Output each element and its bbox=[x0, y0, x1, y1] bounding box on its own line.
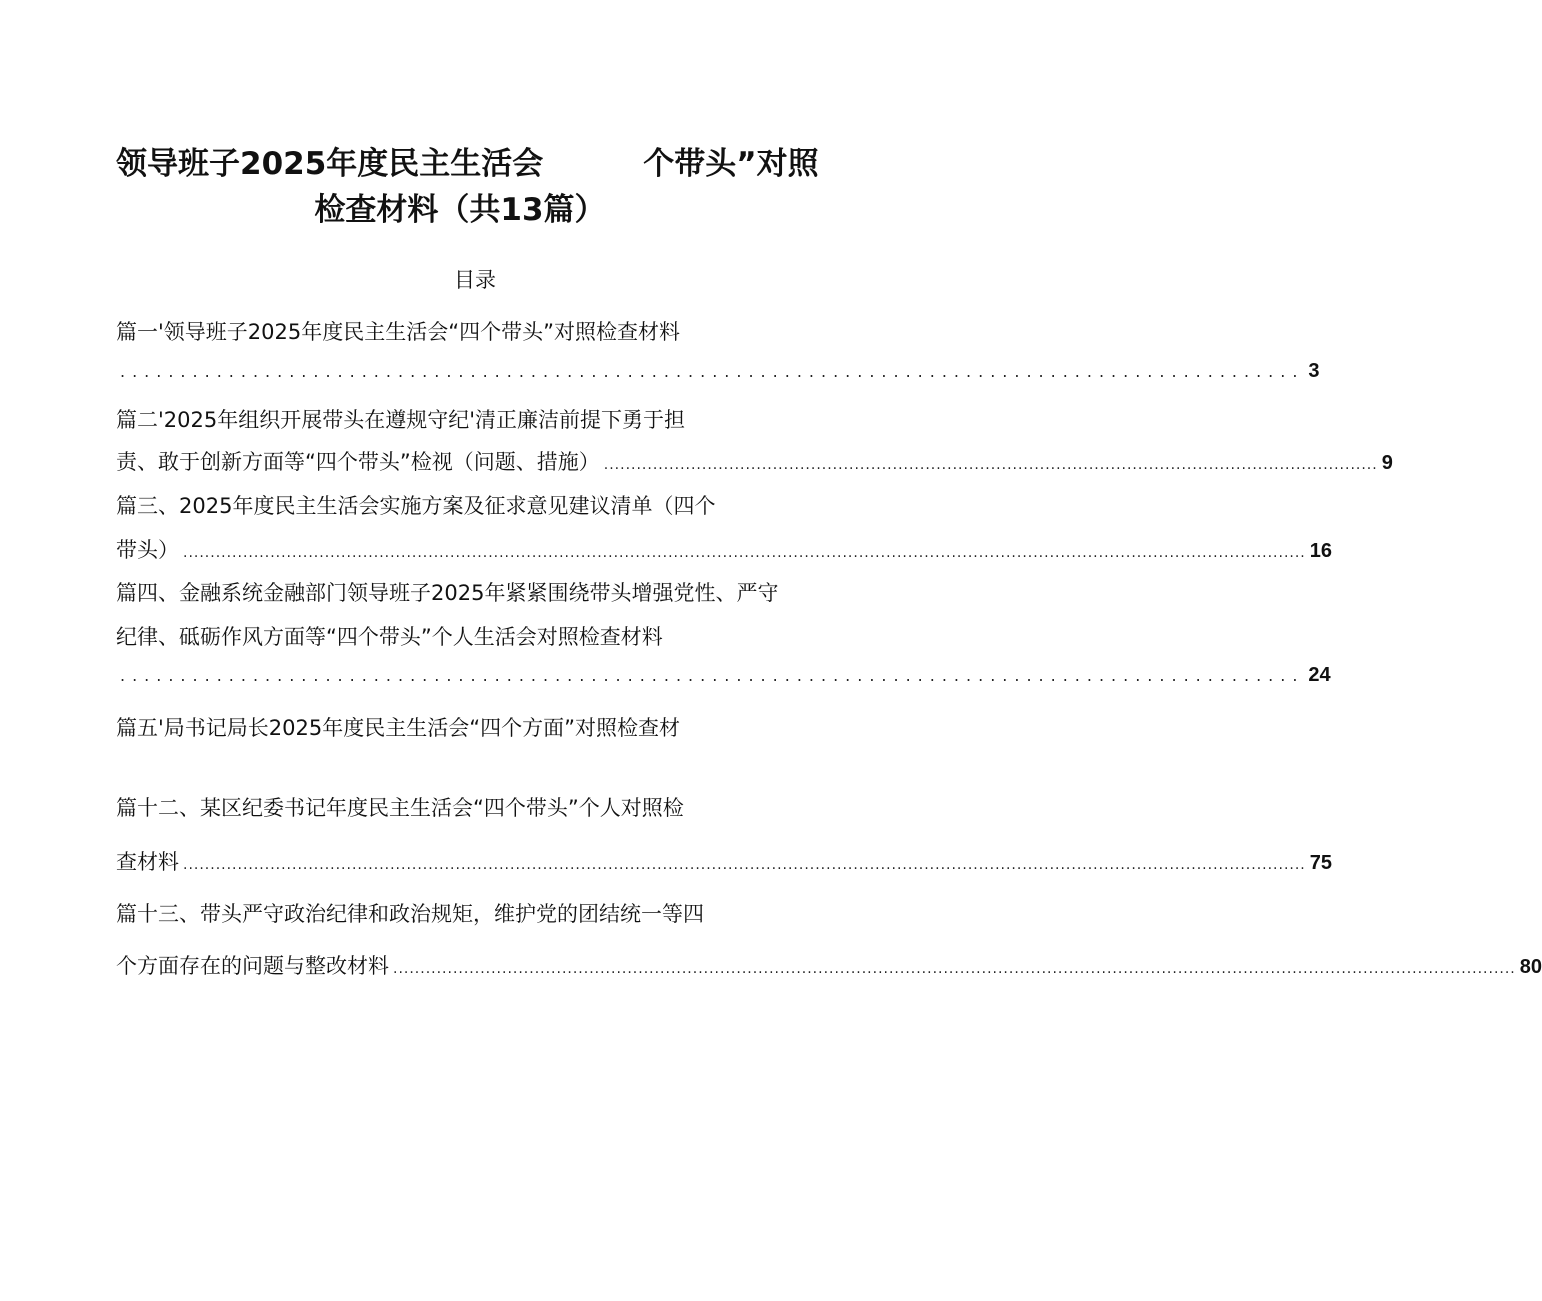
toc-entry-2-leader[interactable] bbox=[116, 446, 1393, 476]
toc-entry-12-page: 75 bbox=[1309, 852, 1332, 874]
toc-entry-4-leader[interactable] bbox=[116, 664, 1331, 687]
toc-entry-4-line-1[interactable]: 篇四、金融系统金融部门领导班子2025年紧紧围绕带头增强党性、严守 bbox=[116, 581, 779, 605]
toc-entry-13-line-1[interactable]: 篇十三、带头严守政治纪律和政治规矩，维护党的团结统一等四 bbox=[116, 902, 704, 926]
toc-entry-1-page: 3 bbox=[1308, 360, 1320, 382]
toc-entry-13-dots: .............................................................................................................................................................................................................. bbox=[393, 961, 1516, 977]
toc-heading: 目录 bbox=[454, 268, 496, 292]
toc-entry-3-leader[interactable] bbox=[116, 534, 1332, 564]
toc-entry-5-line-1[interactable]: 篇五'局书记局长2025年度民主生活会“四个方面”对照检查材 bbox=[116, 716, 680, 740]
toc-entry-12-dots: .............................................................................................................................................................................................................. bbox=[183, 857, 1306, 873]
toc-entry-3-dots: .............................................................................................................................................................................................................. bbox=[183, 545, 1306, 561]
title-part-1: 领导班子2025年度民主生活会 bbox=[116, 146, 544, 182]
toc-entry-13-page: 80 bbox=[1519, 956, 1542, 978]
toc-entry-2-line-1[interactable]: 篇二'2025年组织开展带头在遵规守纪'清正廉洁前提下勇于担 bbox=[116, 408, 685, 432]
title-part-2: 个带头”对照 bbox=[643, 146, 819, 182]
toc-entry-1-line-1[interactable]: 篇一'领导班子2025年度民主生活会“四个带头”对照检查材料 bbox=[116, 320, 680, 344]
toc-entry-1-leader[interactable] bbox=[116, 360, 1320, 383]
toc-entry-12-line-1[interactable]: 篇十二、某区纪委书记年度民主生活会“四个带头”个人对照检 bbox=[116, 796, 684, 820]
toc-entry-2-page: 9 bbox=[1381, 452, 1393, 474]
toc-entry-4-dots: .................................................................................................. bbox=[120, 666, 1305, 685]
toc-entry-3-line-1[interactable]: 篇三、2025年度民主生活会实施方案及征求意见建议清单（四个 bbox=[116, 494, 716, 518]
toc-entry-13-leader[interactable] bbox=[116, 950, 1542, 980]
toc-entry-4-line-2[interactable]: 纪律、砥砺作风方面等“四个带头”个人生活会对照检查材料 bbox=[116, 625, 663, 649]
toc-entry-3-page: 16 bbox=[1309, 540, 1332, 562]
document-title-line-2: 检查材料（共13篇） bbox=[314, 192, 606, 228]
toc-entry-2-last-line: 责、敢于创新方面等“四个带头”检视（问题、措施） bbox=[116, 450, 600, 474]
toc-entry-1-dots: .................................................................................................. bbox=[120, 362, 1305, 381]
document-title-line-1 bbox=[116, 138, 819, 183]
toc-entry-3-last-line: 带头） bbox=[116, 538, 179, 562]
toc-entry-13-last-line: 个方面存在的问题与整改材料 bbox=[116, 954, 389, 978]
toc-entry-12-leader[interactable] bbox=[116, 846, 1332, 876]
toc-entry-2-dots: .............................................................................................................................................. bbox=[603, 457, 1378, 473]
toc-entry-12-last-line: 查材料 bbox=[116, 850, 179, 874]
toc-entry-4-page: 24 bbox=[1308, 664, 1331, 686]
